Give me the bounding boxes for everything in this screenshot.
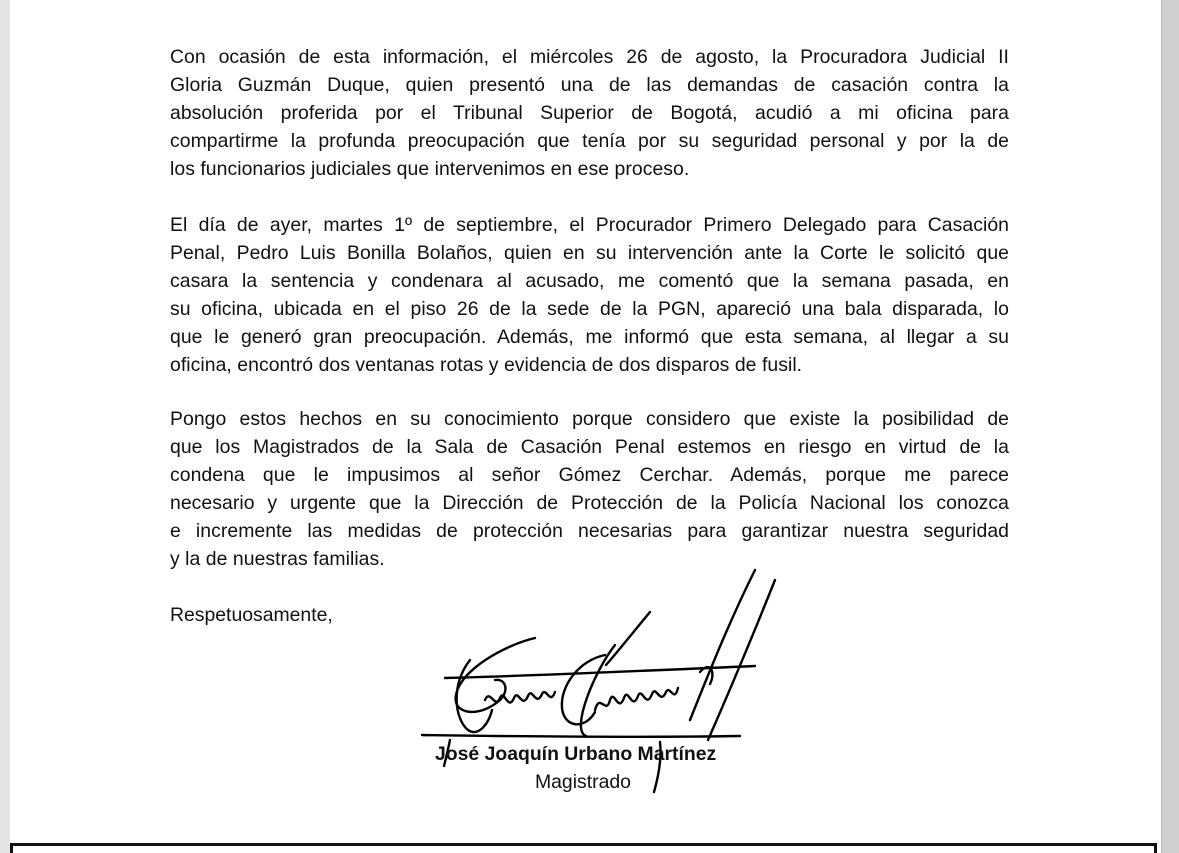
document-page xyxy=(10,0,1161,853)
paragraph-line: e incremente las medidas de protección necesarias para garantizar nuestra seguridad xyxy=(170,520,1009,542)
paragraph-line: oficina, encontró dos ventanas rotas y evidencia de dos disparos de fusil. xyxy=(170,354,803,376)
paragraph-line: Penal, Pedro Luis Bonilla Bolaños, quien en su intervención ante la Corte le solicitó que xyxy=(170,242,1009,264)
paragraph-line: su oficina, ubicada en el piso 26 de la sede de la PGN, apareció una bala disparada, lo xyxy=(170,298,1009,320)
paragraph-line: compartirme la profunda preocupación que tenía por su seguridad personal y por la de xyxy=(170,130,1009,152)
paragraph-line: condena que le impusimos al señor Gómez Cerchar. Además, porque me parece xyxy=(170,464,1009,486)
paragraph-line: que le generó gran preocupación. Además, me informó que esta semana, al llegar a su xyxy=(170,326,1009,348)
paragraph-3 xyxy=(170,405,1009,573)
footer-border-box xyxy=(10,843,1157,853)
paragraph-line: El día de ayer, martes 1º de septiembre, el Procurador Primero Delegado para Casación xyxy=(170,214,1009,236)
closing-salutation: Respetuosamente, xyxy=(170,604,333,626)
paragraph-line: los funcionarios judiciales que intervenimos en ese proceso. xyxy=(170,158,690,180)
signer-name: José Joaquín Urbano Martínez xyxy=(435,743,717,765)
paragraph-line: absolución proferida por el Tribunal Superior de Bogotá, acudió a mi oficina para xyxy=(170,102,1009,124)
paragraph-line: Con ocasión de esta información, el miércoles 26 de agosto, la Procuradora Judicial II xyxy=(170,46,1009,68)
paragraph-2 xyxy=(170,211,1009,379)
paragraph-line: necesario y urgente que la Dirección de Protección de la Policía Nacional los conozca xyxy=(170,492,1009,514)
paragraph-line: Gloria Guzmán Duque, quien presentó una de las demandas de casación contra la xyxy=(170,74,1009,96)
paragraph-line: y la de nuestras familias. xyxy=(170,548,385,570)
paragraph-line: casara la sentencia y condenara al acusado, me comentó que la semana pasada, en xyxy=(170,270,1009,292)
paragraph-1 xyxy=(170,43,1009,183)
paragraph-line: que los Magistrados de la Sala de Casación Penal estemos en riesgo en virtud de la xyxy=(170,436,1009,458)
paragraph-line: Pongo estos hechos en su conocimiento porque considero que existe la posibilidad de xyxy=(170,408,1009,430)
viewer-left-margin xyxy=(0,0,10,853)
signer-title: Magistrado xyxy=(535,771,631,793)
viewer-scrollbar-track[interactable] xyxy=(1161,0,1179,853)
